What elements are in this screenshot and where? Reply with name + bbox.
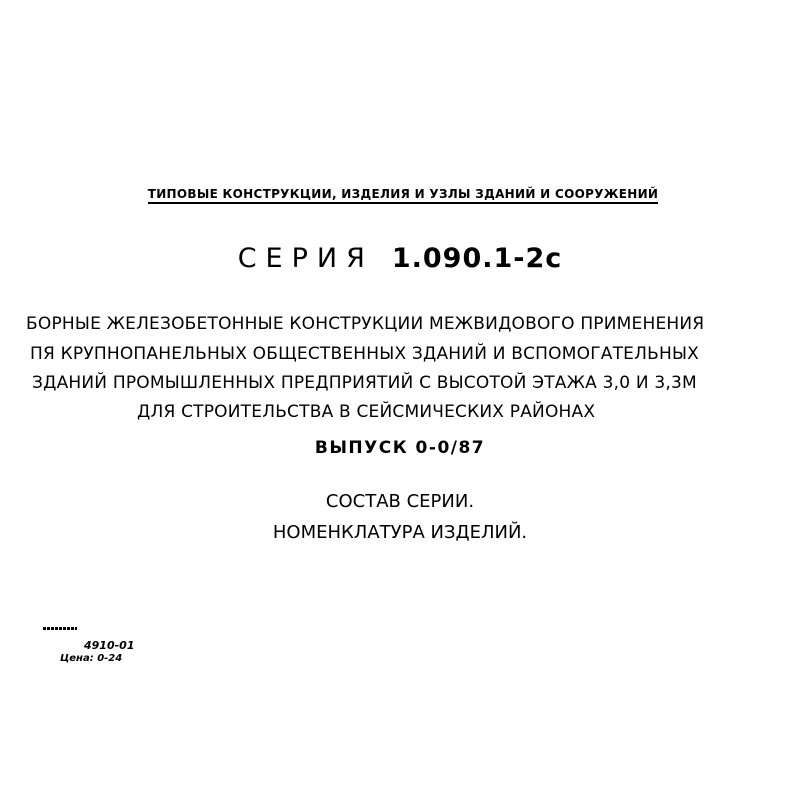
stamp-price: Цена: 0-24 (60, 653, 123, 664)
description-line: ДЛЯ СТРОИТЕЛЬСТВА В СЕЙСМИЧЕСКИХ РАЙОНАХ (137, 402, 596, 422)
issue-label: ВЫПУСК 0-0/87 (314, 438, 486, 458)
series-word: СЕРИЯ (237, 243, 374, 274)
contents-line: НОМЕНКЛАТУРА ИЗДЕЛИЙ. (272, 522, 528, 543)
stamp-bar (43, 627, 77, 630)
series-title (0, 243, 800, 274)
stamp-number: 4910-01 (84, 639, 135, 652)
document-header (0, 187, 800, 204)
contents-line: СОСТАВ СЕРИИ. (325, 491, 475, 512)
header-text: ТИПОВЫЕ КОНСТРУКЦИИ, ИЗДЕЛИЯ И УЗЛЫ ЗДАНИЙ И СООРУЖЕНИЙ (148, 187, 659, 204)
description-line: ЗДАНИЙ ПРОМЫШЛЕННЫХ ПРЕДПРИЯТИЙ С ВЫСОТОЙ ЭТАЖА 3,0 И 3,3М (32, 373, 697, 393)
description-line: БОРНЫЕ ЖЕЛЕЗОБЕТОННЫЕ КОНСТРУКЦИИ МЕЖВИДОВОГО ПРИМЕНЕНИЯ (26, 314, 705, 334)
description-line: ПЯ КРУПНОПАНЕЛЬНЫХ ОБЩЕСТВЕННЫХ ЗДАНИЙ И ВСПОМОГАТЕЛЬНЫХ (30, 344, 699, 364)
series-code: 1.090.1-2с (391, 243, 563, 274)
